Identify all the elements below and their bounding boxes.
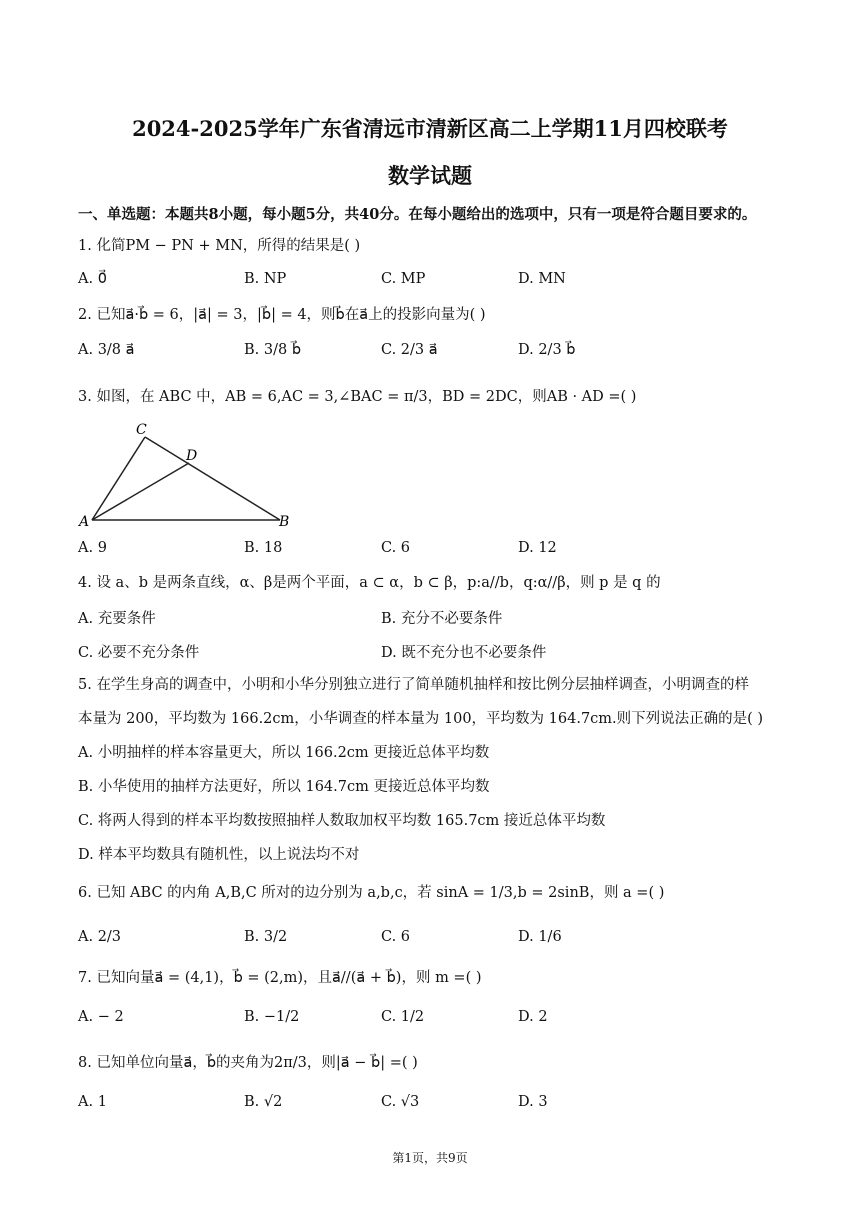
figure-label-b: B (279, 514, 290, 530)
question-6-stem: 6. 已知 ABC 的内角 A,B,C 所对的边分别为 a,b,c，若 sinA = 1/3,b = 2sinB，则 a =( ) (78, 885, 665, 901)
question-1-option-a: A. 0⃗ (78, 271, 107, 287)
question-1-option-b: B. NP (244, 271, 287, 287)
question-2-option-b: B. 3/8 b⃗ (244, 342, 302, 358)
question-4-option-d: D. 既不充分也不必要条件 (381, 645, 547, 661)
figure-label-a: A (79, 514, 90, 530)
question-2-option-a: A. 3/8 a⃗ (78, 342, 135, 358)
question-8-option-c: C. √3 (381, 1094, 420, 1110)
question-5-stem-line1: 5. 在学生身高的调查中，小明和小华分别独立进行了简单随机抽样和按比例分层抽样调查，小明调查的样 (78, 677, 749, 693)
question-4-option-c: C. 必要不充分条件 (78, 645, 200, 661)
question-3-option-c: C. 6 (381, 540, 411, 556)
question-2-stem: 2. 已知a⃗·b⃗ = 6，|a⃗| = 3，|b⃗| = 4，则b⃗在a⃗上的投影向量为( ) (78, 307, 486, 323)
question-5-option-d: D. 样本平均数具有随机性，以上说法均不对 (78, 847, 360, 863)
figure-label-c: C (136, 422, 147, 438)
question-1-option-c: C. MP (381, 271, 426, 287)
question-5-option-a: A. 小明抽样的样本容量更大，所以 166.2cm 更接近总体平均数 (78, 745, 490, 761)
document-title: 2024-2025学年广东省清远市清新区高二上学期11月四校联考 (132, 116, 728, 141)
question-8-option-b: B. √2 (244, 1094, 283, 1110)
question-7-option-a: A. − 2 (78, 1009, 124, 1025)
question-6-option-d: D. 1/6 (518, 929, 562, 945)
question-3-option-d: D. 12 (518, 540, 557, 556)
question-4-option-b: B. 充分不必要条件 (381, 611, 503, 627)
question-8-option-a: A. 1 (78, 1094, 107, 1110)
question-5-option-c: C. 将两人得到的样本平均数按照抽样人数取加权平均数 165.7cm 接近总体平均数 (78, 813, 606, 829)
question-6-option-c: C. 6 (381, 929, 411, 945)
question-2-option-c: C. 2/3 a⃗ (381, 342, 438, 358)
question-4-stem: 4. 设 a、b 是两条直线，α、β是两个平面，a ⊂ α，b ⊂ β，p:a//b，q:α//β，则 p 是 q 的 (78, 575, 661, 591)
question-8-option-d: D. 3 (518, 1094, 548, 1110)
document-subtitle: 数学试题 (388, 163, 472, 188)
question-5-option-b: B. 小华使用的抽样方法更好，所以 164.7cm 更接近总体平均数 (78, 779, 490, 795)
page-footer: 第1页，共9页 (392, 1151, 468, 1165)
question-3-option-b: B. 18 (244, 540, 283, 556)
question-1-option-d: D. MN (518, 271, 566, 287)
question-2-option-d: D. 2/3 b⃗ (518, 342, 576, 358)
triangle-figure (76, 420, 296, 530)
question-8-stem: 8. 已知单位向量a⃗，b⃗的夹角为2π/3，则|a⃗ − b⃗| =( ) (78, 1055, 418, 1071)
question-6-option-a: A. 2/3 (78, 929, 122, 945)
question-6-option-b: B. 3/2 (244, 929, 288, 945)
figure-label-d: D (186, 448, 198, 464)
question-7-option-b: B. −1/2 (244, 1009, 300, 1025)
question-3-option-a: A. 9 (78, 540, 107, 556)
question-1-stem: 1. 化简PM − PN + MN，所得的结果是( ) (78, 238, 361, 254)
section-heading: 一、单选题：本题共8小题，每小题5分，共40分。在每小题给出的选项中，只有一项是符合题目要求的。 (78, 206, 757, 223)
question-4-option-a: A. 充要条件 (78, 611, 156, 627)
question-7-stem: 7. 已知向量a⃗ = (4,1)，b⃗ = (2,m)，且a⃗//(a⃗ + b⃗)，则 m =( ) (78, 970, 482, 986)
question-7-option-d: D. 2 (518, 1009, 548, 1025)
question-5-stem-line2: 本量为 200，平均数为 166.2cm，小华调查的样本量为 100，平均数为 164.7cm.则下列说法正确的是( ) (78, 711, 764, 727)
question-7-option-c: C. 1/2 (381, 1009, 425, 1025)
question-3-stem: 3. 如图，在 ABC 中，AB = 6,AC = 3,∠BAC = π/3，BD = 2DC，则AB · AD =( ) (78, 389, 637, 405)
